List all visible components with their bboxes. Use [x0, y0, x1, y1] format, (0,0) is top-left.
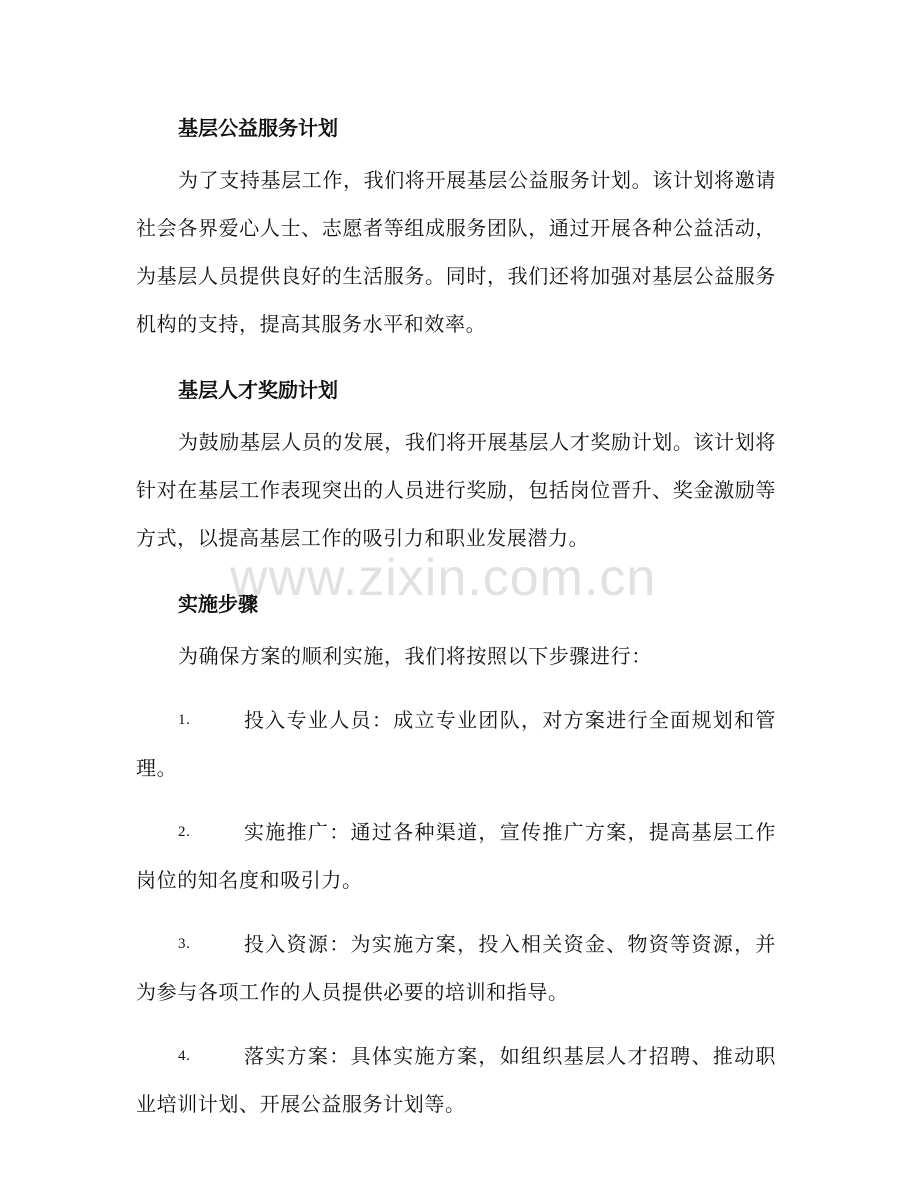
- section-heading-talent-reward: 基层人才奖励计划: [178, 378, 338, 402]
- list-item: [136, 808, 776, 904]
- list-item-text: 实施推广：通过各种渠道，宣传推广方案，提高基层工作岗位的知名度和吸引力。: [136, 820, 776, 892]
- document-body: [136, 108, 776, 1128]
- section-paragraph-talent-reward: 为鼓励基层人员的发展，我们将开展基层人才奖励计划。该计划将针对在基层工作表现突出的人员进行奖励，包括岗位晋升、奖金激励等方式，以提高基层工作的吸引力和职业发展潜力。: [136, 430, 776, 550]
- section-heading-implementation: 实施步骤: [178, 592, 258, 616]
- watermark: www.zixin.com.cn: [230, 549, 657, 607]
- list-item-number: 4.: [178, 1048, 191, 1064]
- list-item: [136, 920, 776, 1016]
- list-item-number: 1.: [178, 712, 191, 728]
- list-item-text: 投入专业人员：成立专业团队，对方案进行全面规划和管理。: [136, 708, 776, 780]
- list-item: [136, 696, 776, 792]
- list-item-number: 2.: [178, 824, 191, 840]
- section-heading-public-service: 基层公益服务计划: [178, 116, 338, 140]
- list-item-number: 3.: [178, 936, 191, 952]
- section-paragraph-public-service: 为了支持基层工作，我们将开展基层公益服务计划。该计划将邀请社会各界爱心人士、志愿者等组成服务团队，通过开展各种公益活动，为基层人员提供良好的生活服务。同时，我们还将加强对基层公益服务机构的支持，提高其服务水平和效率。: [136, 168, 776, 336]
- list-item-text: 落实方案：具体实施方案，如组织基层人才招聘、推动职业培训计划、开展公益服务计划等。: [136, 1044, 776, 1116]
- list-item: [136, 1032, 776, 1128]
- list-item-text: 投入资源：为实施方案，投入相关资金、物资等资源，并为参与各项工作的人员提供必要的培训和指导。: [136, 932, 776, 1004]
- section-paragraph-implementation: 为确保方案的顺利实施，我们将按照以下步骤进行：: [178, 644, 652, 668]
